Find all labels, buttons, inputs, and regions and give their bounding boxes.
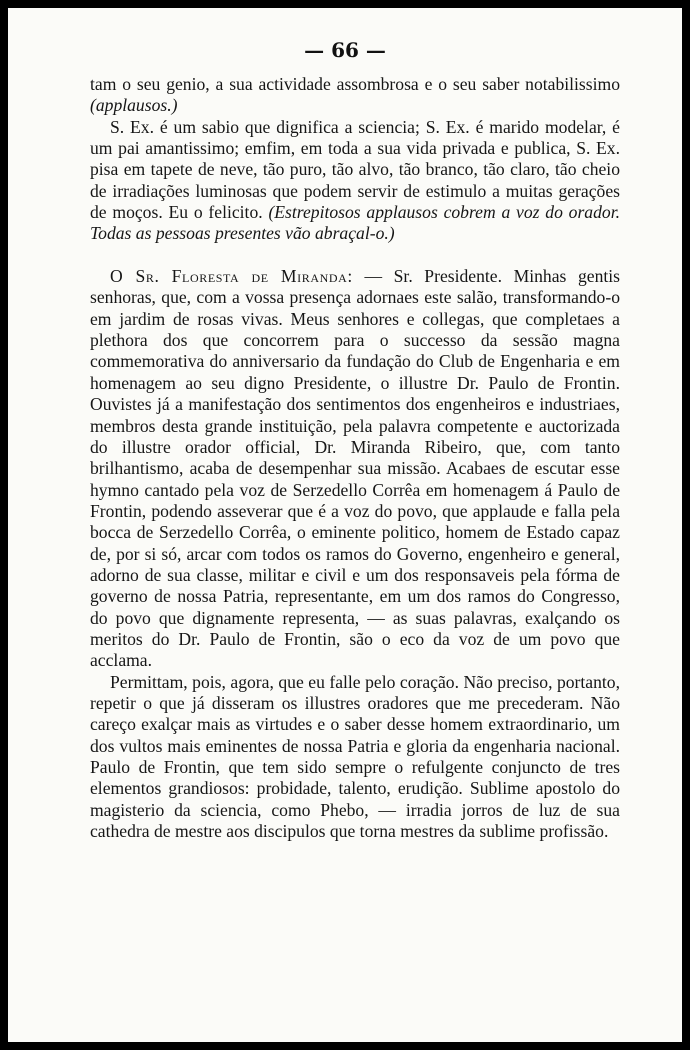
paragraph-text: — Sr. Presidente. Minhas gentis senhoras, que, com a vossa presença adornaes este salão, transformando-o em jardim de rosas vivas. Meus senhores e collegas, que completaes a plethora dos que concorrem para o successo da sessão magna commemorativa do anniversario da fundação do Club de Engenharia e em homenagem ao seu digno Presidente, o illustre Dr. Paulo de Frontin. Ouvistes já a manifestação dos sentimentos dos engenheiros e industriaes, membros desta grande instituição, pela palavra competente e auctorizada do illustre orador official, Dr. Miranda Ribeiro, que, com tanto brilhantismo, acaba de desempenhar sua missão. Acabaes de escutar esse hymno cantado pela voz de Serzedello Corrêa em homenagem á Paulo de Frontin, podendo asseverar que é a voz do povo, que applaude e falla pela bocca de Serzedello Corrêa, o eminente politico, homem de Estado capaz de, por si só, arcar com todos os ramos do Governo, engenheiro e general, adorno de sua classe, militar e civil e um dos responsaveis pela fórma de governo de nossa Patria, representante, em um dos ramos do Congresso, do povo que dignamente representa, — as suas palavras, exalçando os meritos do Dr. Paulo de Frontin, são o eco da voz de um povo que acclama.: [90, 266, 620, 671]
paragraph-closing: [90, 672, 620, 843]
page-number: — 66 —: [304, 38, 386, 62]
paragraph-text: S. Ex. é um sabio que dignifica a sciencia; S. Ex. é marido modelar, é um pai amantissimo; emfim, em toda a sua vida privada e publica, S. Ex. pisa em tapete de neve, tão puro, tão alvo, tão branco, tão claro, tão cheio de irradiações luminosas que podem servir de estimulo a muitas gerações de moços. Eu o felicito.: [90, 116, 620, 223]
paragraph-continuation: [90, 74, 620, 117]
stage-direction: (applausos.): [90, 95, 178, 116]
document-page: [8, 8, 682, 1042]
page-body: [90, 74, 620, 842]
paragraph-speech: [90, 266, 620, 672]
paragraph-text: Permittam, pois, agora, que eu falle pelo coração. Não preciso, portanto, repetir o que já disseram os illustres oradores que me precederam. Não careço exalçar mais as virtudes e o saber desse homem extraordinario, um dos vultos mais eminentes de nossa Patria e gloria da engenharia nacional. Paulo de Frontin, que tem sido sempre o refulgente conjuncto de tres elementos grandiosos: probidade, talento, erudição. Sublime apostolo do magisterio da sciencia, como Phebo, — irradia jorros de luz de sua cathedra de mestre aos discipulos que torna mestres da sublime profissão.: [90, 671, 620, 842]
paragraph-text: tam o seu genio, a sua actividade assombrosa e o seu saber notabilissimo: [90, 74, 620, 94]
stage-direction: (Estrepitosos applausos cobrem a voz do orador. Todas as pessoas presentes vão abraçal-o.): [90, 202, 620, 244]
speaker-name: O Sr. Floresta de Miranda:: [110, 266, 353, 287]
paragraph-tribute: [90, 117, 620, 245]
